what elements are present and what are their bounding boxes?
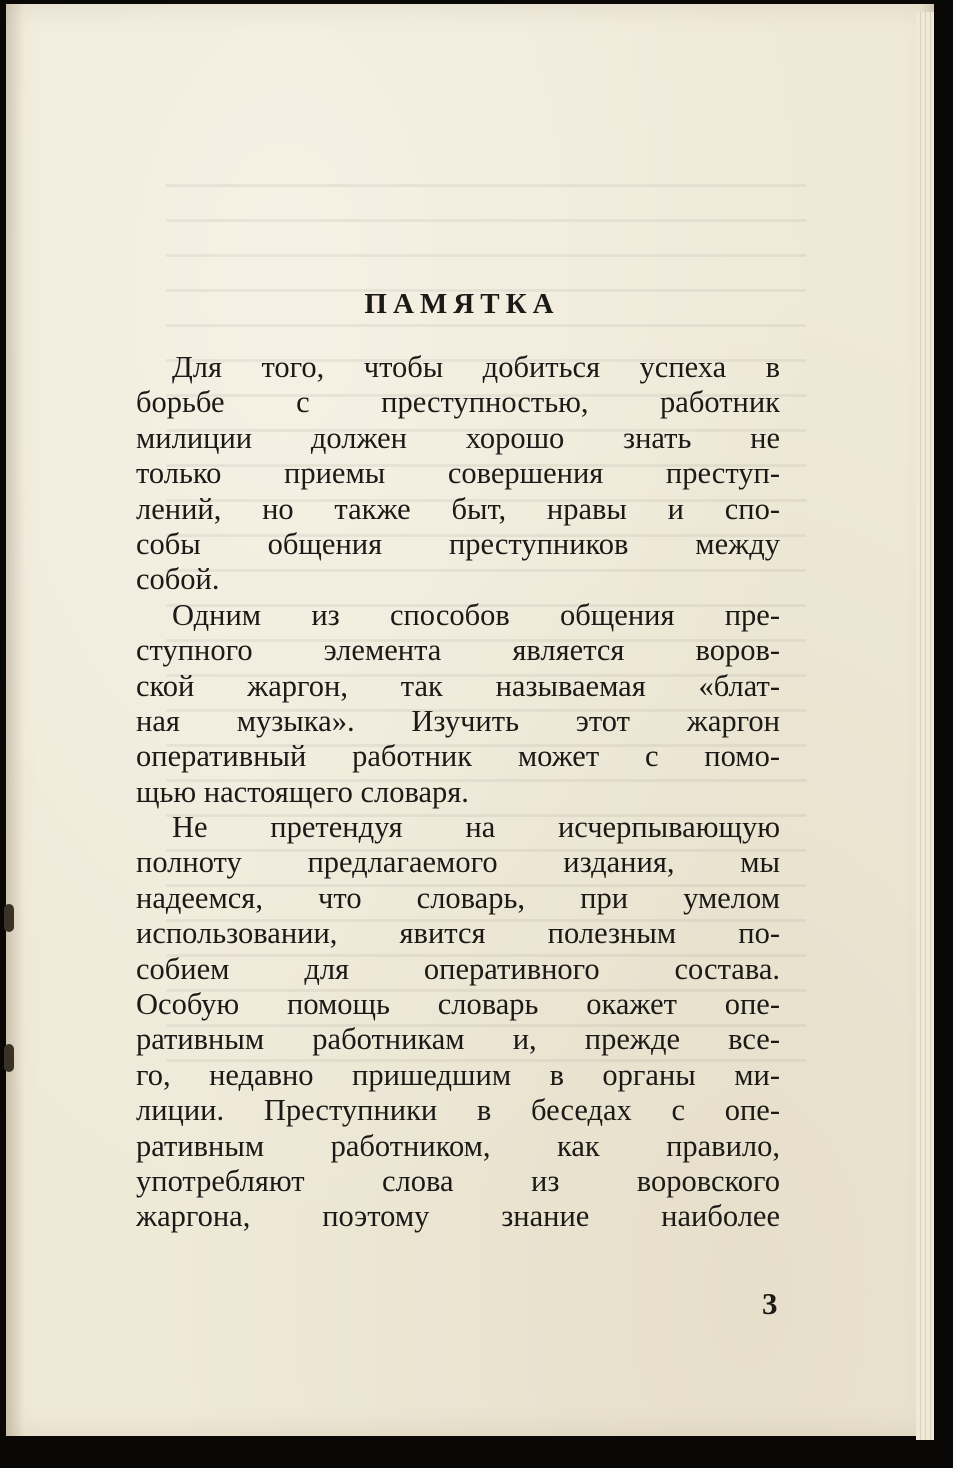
text-line: употребляют слова из воровского — [136, 1163, 780, 1198]
text-line: Особую помощь словарь окажет опе- — [136, 987, 780, 1022]
text-line: ской жаргон, так называемая «блат- — [136, 668, 780, 703]
text-line: щью настоящего словаря. — [136, 774, 469, 809]
text-line: ративным работникам и, прежде все- — [136, 1022, 780, 1057]
text-line: милиции должен хорошо знать не — [136, 420, 780, 455]
text-line: использовании, явится полезным по- — [136, 916, 780, 951]
text-line: го, недавно пришедшим в органы ми- — [136, 1057, 780, 1092]
text-line: Одним из способов общения пре- — [172, 597, 780, 632]
text-line: Не претендуя на исчерпывающую — [172, 810, 780, 845]
text-line: собием для оперативного состава. — [136, 951, 780, 986]
text-line: полноту предлагаемого издания, мы — [136, 845, 780, 880]
page-title: ПАМЯТКА — [364, 288, 560, 320]
page-edge — [916, 12, 934, 1440]
text-line: лиции. Преступники в беседах с опе- — [136, 1093, 780, 1128]
text-line: оперативный работник может с помо- — [136, 739, 780, 774]
text-line: ная музыка». Изучить этот жаргон — [136, 703, 780, 738]
text-line: борьбе с преступностью, работник — [136, 385, 780, 420]
paragraph-1 — [136, 350, 780, 598]
page-text — [136, 284, 780, 1235]
binding-hole — [4, 904, 14, 932]
text-line: Для того, чтобы добиться успеха в — [172, 350, 780, 384]
paragraph-3 — [136, 810, 780, 1235]
text-line: только приемы совершения преступ- — [136, 456, 780, 491]
text-line: ративным работником, как правило, — [136, 1128, 780, 1163]
paragraph-2 — [136, 598, 780, 810]
text-line: ступного элемента является воров- — [136, 633, 780, 668]
text-line: собы общения преступников между — [136, 526, 780, 561]
text-line: надеемся, что словарь, при умелом — [136, 880, 780, 915]
text-line: лений, но также быт, нравы и спо- — [136, 491, 780, 526]
text-line: собой. — [136, 562, 220, 597]
page-number: 3 — [762, 1286, 778, 1321]
binding-hole — [4, 1044, 14, 1072]
text-line: жаргона, поэтому знание наиболее — [136, 1199, 780, 1234]
